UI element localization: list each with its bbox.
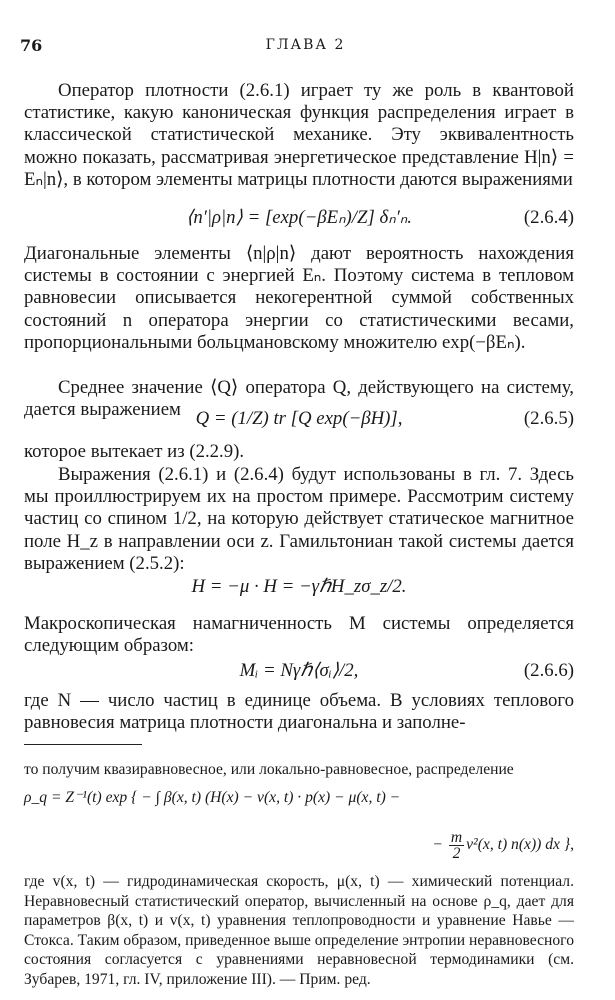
equation-formula: H = −μ · H = −γℏH_zσ_z/2. <box>191 576 407 597</box>
equation-formula: ⟨n′|ρ|n⟩ = [exp(−βEₙ)/Z] δₙ′ₙ. <box>186 207 412 228</box>
paragraph-3: Среднее значение ⟨Q⟩ оператора Q, действующего на систему, дается выражением <box>24 377 574 421</box>
paragraph-1: Оператор плотности (2.6.1) играет ту же роль в квантовой статистике, какую каноническая функция распределения играет в классической статистической механике. Эту эквивалентность можно показать, рассматривая энергетическое представление H|n⟩ = Eₙ|n⟩, в котором элементы матрицы плотности даются выражениями <box>24 80 574 190</box>
equation-2-6-6 <box>24 660 574 686</box>
footnote-text: где v(x, t) — гидродинамическая скорость, μ(x, t) — химический потенциал. Неравновесный статистический оператор, вычисленный на основе ρ_q, дает для параметров β(x, t) и v(x, t) уравнения теплопроводности и уравнение Навье — Стокса. Таким образом, приведенное выше определение энтропии неравновесного состояния согласуется с уравнениями неравновесной термодинамики (см. Зубарев, 1971, гл. IV, приложение III). — Прим. ред. <box>24 873 574 988</box>
page-number: 76 <box>20 36 43 55</box>
paragraph-4: которое вытекает из (2.2.9). <box>24 441 245 462</box>
equation-number: (2.6.6) <box>523 660 574 681</box>
equation-number: (2.6.5) <box>523 408 574 429</box>
footnote-rule <box>24 744 142 745</box>
equation-formula: Mᵢ = Nγℏ⟨σᵢ⟩/2, <box>239 660 359 681</box>
paragraph-7: где N — число частиц в единице объема. В условиях теплового равновесия матрица плотности диагональна и заполне- <box>24 690 574 734</box>
footnote-equation-line-2: − $\frac{m}{2}$ v²(x, t) n(x)) dx }, <box>432 829 574 862</box>
footnote-intro: то получим квазиравновесное, или локально-равновесное, распределение <box>24 761 514 778</box>
paragraph-6: Макроскопическая намагниченность M системы определяется следующим образом: <box>24 613 574 657</box>
equation-hamiltonian <box>24 576 574 602</box>
footnote-equation-line-1: ρ_q = Z⁻¹(t) exp { − ∫ β(x, t) (H(x) − v(x, t) · p(x) − μ(x, t) − <box>24 789 401 806</box>
paragraph-5: Выражения (2.6.1) и (2.6.4) будут использованы в гл. 7. Здесь мы проиллюстрируем их на простом примере. Рассмотрим систему частиц со спином 1/2, на которую действует статическое магнитное поле H_z в направлении оси z. Гамильтониан такой системы дается выражением (2.5.2): <box>24 464 574 574</box>
equation-2-6-5 <box>24 408 574 434</box>
page-header <box>20 36 591 60</box>
equation-2-6-4 <box>24 207 574 233</box>
equation-number: (2.6.4) <box>523 207 574 228</box>
chapter-title: ГЛАВА 2 <box>265 37 346 53</box>
fraction: $\frac{m}{2}$ <box>450 829 463 862</box>
equation-formula: Q = (1/Z) tr [Q exp(−βH)], <box>195 408 403 429</box>
paragraph-2: Диагональные элементы ⟨n|ρ|n⟩ дают вероятность нахождения системы в состоянии с энергией Eₙ. Поэтому система в тепловом равновесии описывается некогерентной суммой собственных состояний n оператора энергии со статистическими весами, пропорциональными больцмановскому множителю exp(−βEₙ). <box>24 243 574 353</box>
